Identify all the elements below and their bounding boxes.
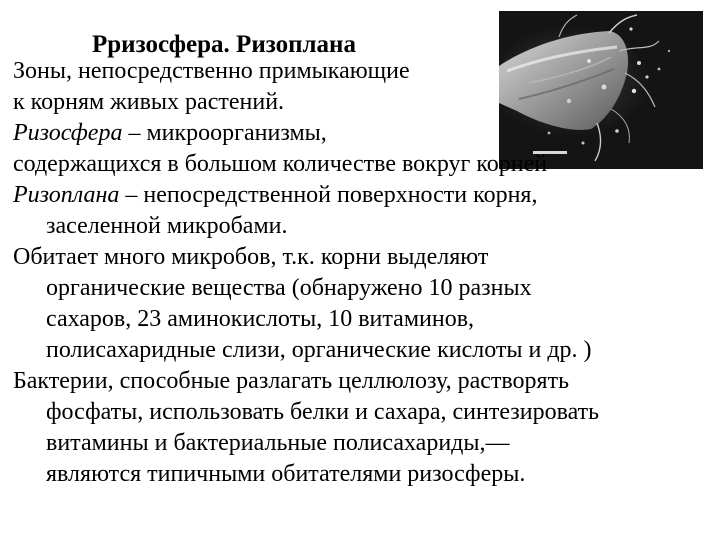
text-line: органические вещества (обнаружено 10 разных	[46, 275, 532, 301]
text-line: являются типичными обитателями ризосферы.	[46, 461, 526, 487]
definition-line-rhizoplane	[13, 180, 537, 211]
text-line: Бактерии, способные разлагать целлюлозу, растворять	[13, 368, 570, 394]
text-line: полисахаридные слизи, органические кислоты и др. )	[46, 337, 592, 363]
text-line: сахаров, 23 аминокислоты, 10 витаминов,	[46, 306, 475, 332]
text-line: витамины и бактериальные полисахариды,—	[46, 430, 510, 456]
text-line: фосфаты, использовать белки и сахара, синтезировать	[46, 399, 600, 425]
slide-title: Рризосфера. Ризоплана	[92, 31, 356, 58]
text-line: к корням живых растений.	[13, 89, 285, 115]
text-line: Обитает много микробов, т.к. корни выделяют	[13, 244, 489, 270]
root-micrograph-drawing	[499, 11, 703, 169]
text-line: заселенной микробами.	[46, 213, 288, 239]
definition-text: – непосредственной поверхности корня,	[119, 182, 538, 208]
term-rhizoplane: Ризоплана	[13, 182, 120, 208]
definition-text: – микроорганизмы,	[122, 120, 327, 146]
text-line: содержащихся в большом количестве вокруг корней	[13, 151, 548, 177]
text-line: Зоны, непосредственно примыкающие	[13, 58, 410, 84]
term-rhizosphere: Ризосфера	[13, 120, 123, 146]
definition-line-rhizosphere	[13, 118, 327, 149]
root-micrograph-image	[499, 11, 703, 169]
